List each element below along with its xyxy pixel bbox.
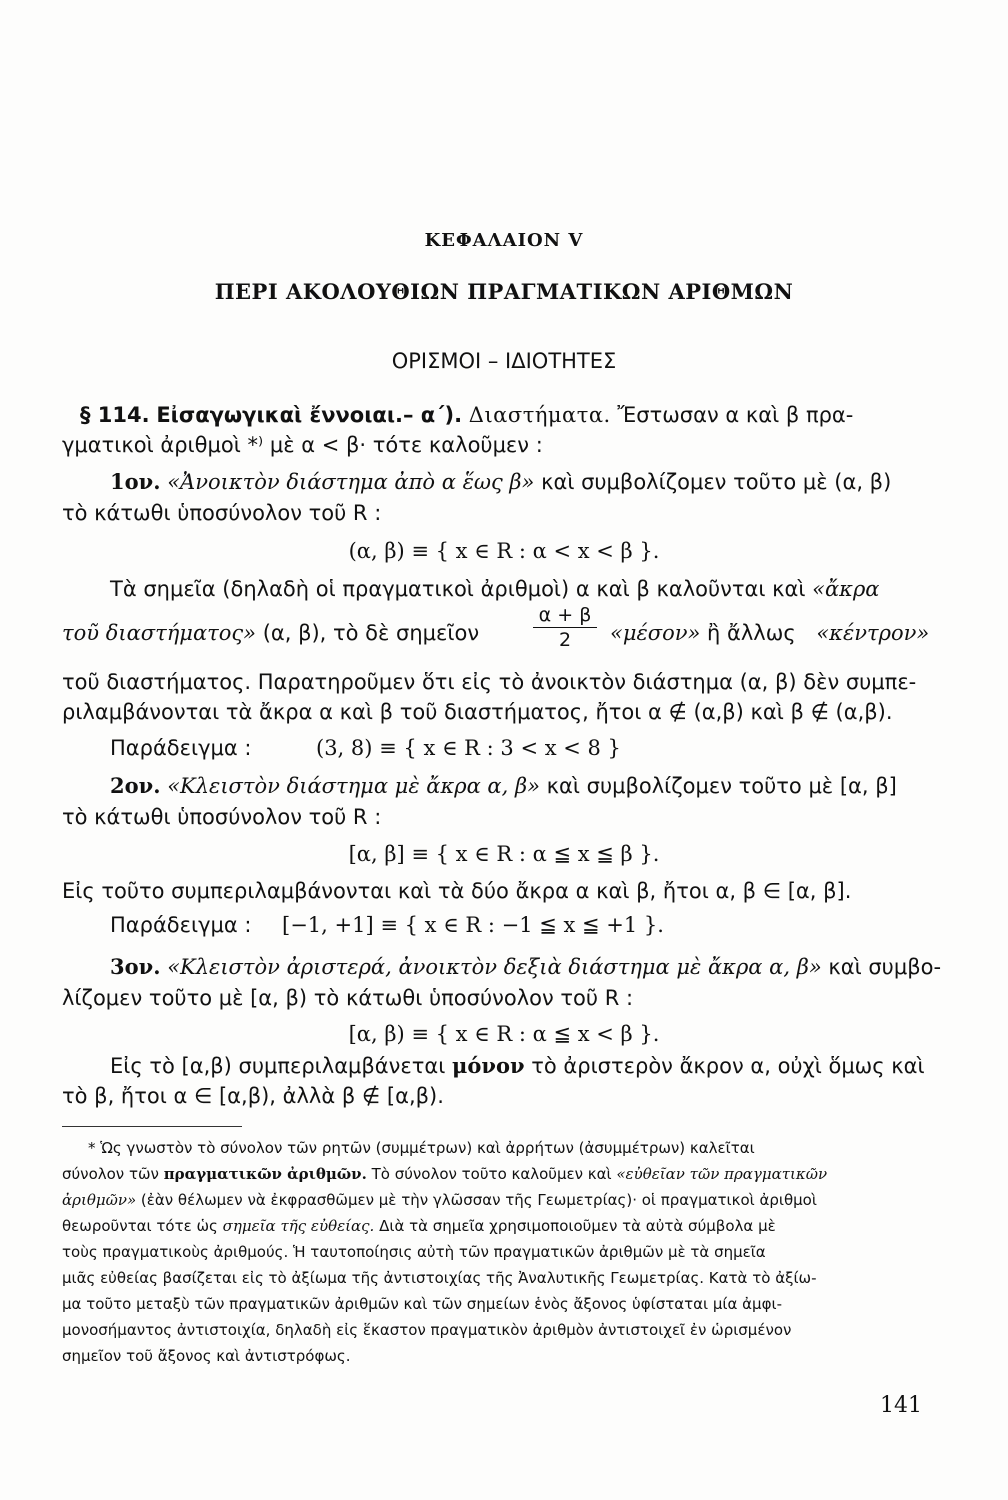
item2-example-label: Παράδειγμα :	[110, 913, 252, 937]
item1-label: 1ον.	[110, 469, 161, 494]
item1-text: καὶ συμβολίζομεν τοῦτο μὲ (α, β)	[541, 470, 892, 494]
item1-name: «Ἀνοικτὸν διάστημα ἀπὸ α ἕως β»	[167, 470, 535, 494]
item1-example: (3, 8) ≡ { x ∈ R : 3 < x < 8 }	[316, 736, 621, 760]
footnote-line-6: μιᾶς εὐθείας βασίζεται εἰς τὸ ἀξίωμα τῆς ἀντιστοιχίας τῆς Ἀναλυτικῆς Γεωμετρίας. Κατὰ τὸ ἀξίω-	[62, 1269, 817, 1287]
item2-subset-line: τὸ κάτωθι ὑποσύνολον τοῦ R :	[62, 805, 382, 829]
midpoint-fraction	[533, 604, 597, 651]
footnote-divider	[62, 1126, 242, 1127]
item3-para-line-1: Εἰς τὸ [α,β) συμπεριλαμβάνεται μόνον τὸ ἀριστερὸν ἄκρον α, οὐχὶ ὅμως καὶ	[110, 1053, 925, 1078]
section-subtitle: ΟΡΙΣΜΟΙ – ΙΔΙΟΤΗΤΕΣ	[391, 349, 617, 373]
item2-text: καὶ συμβολίζομεν τοῦτο μὲ [α, β]	[546, 774, 897, 798]
section-intro-text: Ἔστωσαν α καὶ β πρα-	[617, 403, 854, 427]
item2-example: [−1, +1] ≡ { x ∈ R : −1 ≦ x ≦ +1 }.	[282, 913, 664, 937]
item1-example-label: Παράδειγμα :	[110, 736, 252, 760]
section-topic: Διαστήματα.	[468, 403, 611, 427]
fraction-numerator: α + β	[538, 604, 592, 626]
item1-para-line-4: ριλαμβάνονται τὰ ἄκρα α καὶ β τοῦ διαστήματος, ἤτοι α ∉ (α,β) καὶ β ∉ (α,β).	[62, 700, 893, 724]
midpoint-term: «μέσον»	[610, 621, 701, 645]
fraction-bar	[533, 627, 597, 628]
chapter-title: ΠΕΡΙ ΑΚΟΛΟΥΘΙΩΝ ΠΡΑΓΜΑΤΙΚΩΝ ΑΡΙΘΜΩΝ	[214, 279, 794, 304]
item1-para-line-2a: τοῦ διαστήματος» (α, β), τὸ δὲ σημεῖον	[62, 621, 480, 645]
footnote-real-numbers-term: πραγματικῶν ἀριθμῶν.	[163, 1165, 367, 1183]
footnote-line-9: σημεῖον τοῦ ἄξονος καὶ ἀντιστρόφως.	[62, 1347, 351, 1365]
item3-para-line-2: τὸ β, ἤτοι α ∈ [α,β), ἀλλὰ β ∉ [α,β).	[62, 1084, 444, 1108]
item3-text: καὶ συμβο-	[828, 955, 942, 979]
footnote-line-5: τοὺς πραγματικοὺς ἀριθμούς. Ἡ ταυτοποίησις αὐτὴ τῶν πραγματικῶν ἀριθμῶν μὲ τὰ σημεῖα	[62, 1243, 766, 1261]
item1-subset-line: τὸ κάτωθι ὑποσύνολον τοῦ R :	[62, 501, 382, 525]
item1-para-line-1: Τὰ σημεῖα (δηλαδὴ οἱ πραγματικοὶ ἀριθμοὶ) α καὶ β καλοῦνται καὶ «ἄκρα	[110, 577, 880, 601]
footnote-line-4: θεωροῦνται τότε ὡς σημεῖα τῆς εὐθείας. Διὰ τὰ σημεῖα χρησιμοποιοῦμεν τὰ αὐτὰ σύμβολα μὲ	[62, 1217, 776, 1235]
fraction-denominator: 2	[558, 629, 572, 651]
section-intro-line	[80, 400, 853, 430]
item1-formula: (α, β) ≡ { x ∈ R : α < x < β }.	[348, 539, 660, 563]
item3-name: «Κλειστὸν ἀριστερά, ἀνοικτὸν δεξιὰ διάστημα μὲ ἄκρα α, β»	[167, 955, 822, 979]
footnote-line-2: σύνολον τῶν πραγματικῶν ἀριθμῶν. Τὸ σύνολον τοῦτο καλοῦμεν καὶ «εὐθεῖαν τῶν πραγματικῶν	[62, 1165, 828, 1183]
section-heading: Εἰσαγωγικαὶ ἔννοιαι.– α΄).	[156, 403, 463, 427]
item1-para-line-3: τοῦ διαστήματος. Παρατηροῦμεν ὅτι εἰς τὸ ἀνοικτὸν διάστημα (α, β) δὲν συμπε-	[62, 670, 917, 694]
item2-line	[110, 771, 897, 801]
item2-name: «Κλειστὸν διάστημα μὲ ἄκρα α, β»	[167, 774, 540, 798]
item3-line	[110, 952, 941, 982]
footnote-line-3: ἀριθμῶν» (ἐὰν θέλωμεν νὰ ἐκφρασθῶμεν μὲ τὴν γλῶσσαν τῆς Γεωμετρίας)· οἱ πραγματικοὶ ἀριθμοὶ	[62, 1191, 817, 1209]
section-intro-line-2: γματικοὶ ἀριθμοὶ *⁾ μὲ α < β· τότε καλοῦμεν :	[62, 433, 543, 457]
item2-para: Εἰς τοῦτο συμπεριλαμβάνονται καὶ τὰ δύο ἄκρα α καὶ β, ἤτοι α, β ∈ [α, β].	[62, 879, 852, 903]
section-number: § 114.	[80, 403, 150, 427]
item2-formula: [α, β] ≡ { x ∈ R : α ≦ x ≦ β }.	[348, 842, 660, 866]
footnote-line-8: μονοσήμαντος ἀντιστοιχία, δηλαδὴ εἰς ἕκαστον πραγματικὸν ἀριθμὸν ἀντιστοιχεῖ ἐν ὡρισμένον	[62, 1321, 792, 1339]
footnote-line-7: μα τοῦτο μεταξὺ τῶν πραγματικῶν ἀριθμῶν καὶ τῶν σημείων ἑνὸς ἄξονος ὑφίσταται μία ἀμφι-	[62, 1295, 782, 1313]
item3-formula: [α, β) ≡ { x ∈ R : α ≦ x < β }.	[348, 1022, 660, 1046]
item1-para-line-2b: «μέσον» ἢ ἄλλως «κέντρον»	[610, 621, 930, 645]
item3-label: 3ον.	[110, 954, 161, 979]
item1-endpoints-term: «ἄκρα	[812, 577, 880, 601]
footnote-line-1: * Ὡς γνωστὸν τὸ σύνολον τῶν ρητῶν (συμμέτρων) καὶ ἀρρήτων (ἀσυμμέτρων) καλεῖται	[88, 1139, 755, 1157]
item2-label: 2ον.	[110, 773, 161, 798]
center-term: «κέντρον»	[816, 621, 930, 645]
page-number: 141	[880, 1393, 922, 1418]
chapter-label: ΚΕΦΑΛΑΙΟΝ V	[424, 230, 584, 251]
only-emphasis: μόνον	[452, 1053, 525, 1078]
item3-subset-line: λίζομεν τοῦτο μὲ [α, β) τὸ κάτωθι ὑποσύνολον τοῦ R :	[62, 986, 634, 1010]
item1-line	[110, 467, 891, 497]
